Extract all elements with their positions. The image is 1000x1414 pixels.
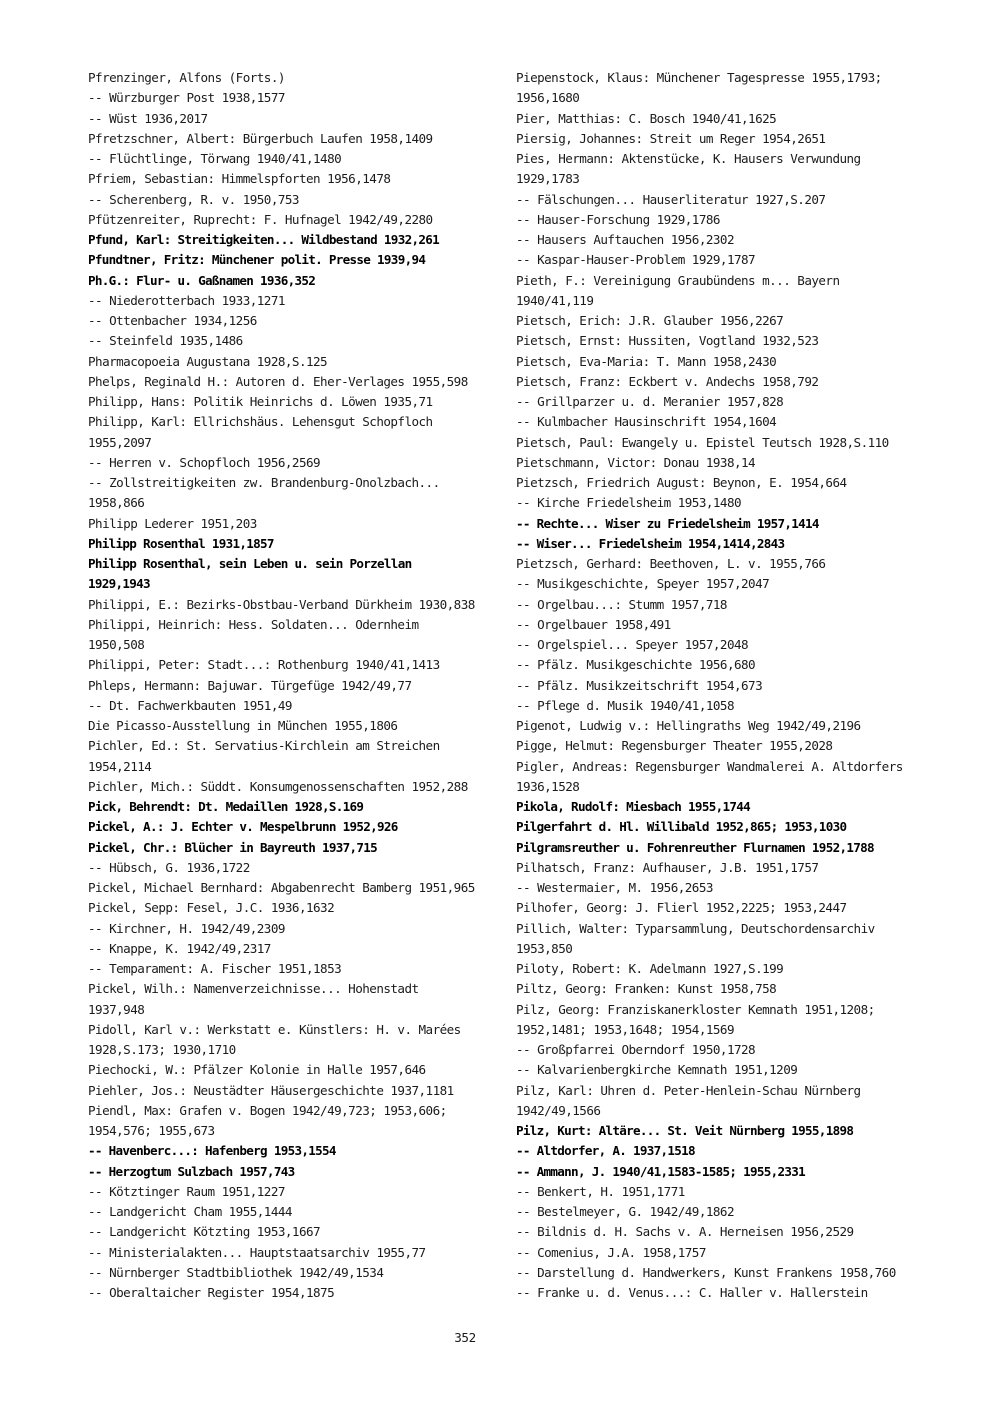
index-entry — [516, 1060, 916, 1080]
entry-line: Pilhofer, Georg: J. Flierl 1952,2225; 1953,2447 — [516, 900, 847, 916]
entry-line: Philippi, E.: Bezirks-Obstbau-Verband Dürkheim 1930,838 — [88, 596, 475, 612]
index-entry — [516, 635, 916, 655]
index-entry — [88, 250, 508, 270]
entry-line: Pickel, Wilh.: Namenverzeichnisse... Hohenstadt — [88, 981, 419, 997]
entry-line: -- Fälschungen... Hauserliteratur 1927,S.207 — [516, 191, 826, 207]
index-entry — [516, 817, 916, 837]
entry-line: Pichler, Mich.: Süddt. Konsumgenossenschaften 1952,288 — [88, 778, 468, 794]
index-entry — [516, 433, 916, 453]
entry-line: Philipp Rosenthal 1931,1857 — [88, 535, 274, 551]
entry-continuation-line: 1953,850 — [516, 940, 573, 956]
entry-continuation-line: 1942/49,1566 — [516, 1102, 601, 1118]
entry-line: Piechocki, W.: Pfälzer Kolonie in Halle 1957,646 — [88, 1062, 426, 1078]
entry-line: -- Pfälz. Musikgeschichte 1956,680 — [516, 657, 756, 673]
entry-line: -- Rechte... Wiser zu Friedelsheim 1957,1414 — [516, 515, 819, 531]
entry-line: -- Westermaier, M. 1956,2653 — [516, 880, 713, 895]
index-entry — [88, 68, 508, 88]
index-entry — [516, 392, 916, 412]
entry-line: -- Flüchtlinge, Törwang 1940/41,1480 — [88, 151, 342, 166]
entry-line: Piltz, Georg: Franken: Kunst 1958,758 — [516, 981, 777, 997]
entry-line: Piendl, Max: Grafen v. Bogen 1942/49,723; 1953,606; — [88, 1102, 447, 1118]
entry-line: -- Großpfarrei Oberndorf 1950,1728 — [516, 1042, 756, 1057]
entry-line: -- Franke u. d. Venus...: C. Haller v. Hallerstein — [516, 1285, 868, 1300]
entry-line: Pilz, Kurt: Altäre... St. Veit Nürnberg 1955,1898 — [516, 1123, 854, 1138]
index-entry — [516, 615, 916, 635]
entry-line: -- Landgericht Kötzting 1953,1667 — [88, 1224, 321, 1240]
index-entry — [516, 453, 916, 473]
entry-line: -- Ministerialakten... Hauptstaatsarchiv 1955,77 — [88, 1244, 426, 1260]
index-entry — [88, 858, 508, 878]
entry-line: -- Landgericht Cham 1955,1444 — [88, 1204, 292, 1219]
entry-line: Pikola, Rudolf: Miesbach 1955,1744 — [516, 799, 750, 814]
index-entry — [88, 1141, 508, 1161]
index-entry — [516, 797, 916, 817]
entry-line: -- Pfälz. Musikzeitschrift 1954,673 — [516, 677, 763, 693]
entry-line: Piersig, Johannes: Streit um Reger 1954,2651 — [516, 130, 826, 146]
index-entry — [516, 473, 916, 493]
index-entry — [88, 190, 508, 210]
index-entry — [88, 797, 508, 817]
entry-line: Die Picasso-Ausstellung in München 1955,1806 — [88, 718, 398, 733]
entry-line: -- Comenius, J.A. 1958,1757 — [516, 1244, 706, 1260]
index-entry — [516, 1040, 916, 1060]
entry-line: -- Niederotterbach 1933,1271 — [88, 292, 285, 308]
entry-continuation-line: 1937,948 — [88, 1001, 145, 1017]
index-entry — [88, 655, 508, 675]
entry-line: -- Bestelmeyer, G. 1942/49,1862 — [516, 1204, 734, 1219]
entry-line: -- Darstellung d. Handwerkers, Kunst Frankens 1958,760 — [516, 1264, 896, 1280]
index-entry — [516, 676, 916, 696]
index-entry — [516, 1081, 916, 1122]
index-entry — [88, 1182, 508, 1202]
entry-line: Phelps, Reginald H.: Autoren d. Eher-Verlages 1955,598 — [88, 373, 468, 389]
entry-line: Pfrenzinger, Alfons (Forts.) — [88, 70, 285, 85]
entry-line: -- Musikgeschichte, Speyer 1957,2047 — [516, 576, 770, 592]
index-entry — [516, 959, 916, 979]
index-entry — [88, 939, 508, 959]
index-entry — [516, 412, 916, 432]
index-entry — [516, 271, 916, 312]
left-column — [88, 68, 508, 1303]
entry-line: Philippi, Heinrich: Hess. Soldaten... Odernheim — [88, 616, 419, 632]
index-entry — [88, 716, 508, 736]
entry-line: Pietzsch, Friedrich August: Beynon, E. 1954,664 — [516, 475, 847, 490]
entry-line: -- Zollstreitigkeiten zw. Brandenburg-Onolzbach... — [88, 475, 440, 490]
index-entry — [516, 655, 916, 675]
entry-line: Pietsch, Franz: Eckbert v. Andechs 1958,792 — [516, 373, 819, 389]
index-entry — [516, 1162, 916, 1182]
entry-line: -- Hausers Auftauchen 1956,2302 — [516, 232, 734, 247]
entry-line: -- Scherenberg, R. v. 1950,753 — [88, 191, 299, 207]
index-entry — [88, 979, 508, 1020]
entry-line: Philipp, Karl: Ellrichshäus. Lehensgut Schopfloch — [88, 414, 433, 430]
index-entry — [88, 1243, 508, 1263]
entry-line: Ph.G.: Flur- u. Gaßnamen 1936,352 — [88, 272, 316, 288]
entry-line: -- Herzogtum Sulzbach 1957,743 — [88, 1163, 295, 1179]
entry-line: -- Kirche Friedelsheim 1953,1480 — [516, 495, 742, 511]
index-entry — [88, 1060, 508, 1080]
index-entry — [88, 898, 508, 918]
index-entry — [88, 878, 508, 898]
entry-line: -- Grillparzer u. d. Meranier 1957,828 — [516, 394, 784, 409]
entry-line: Piepenstock, Klaus: Münchener Tagespresse 1955,1793; — [516, 70, 882, 85]
index-entry — [516, 979, 916, 999]
entry-line: -- Ammann, J. 1940/41,1583-1585; 1955,2331 — [516, 1163, 806, 1179]
index-entry — [516, 493, 916, 513]
entry-line: Phleps, Hermann: Bajuwar. Türgefüge 1942/49,77 — [88, 677, 412, 693]
index-entry — [516, 1121, 916, 1141]
index-entry — [516, 736, 916, 756]
index-entry — [88, 1202, 508, 1222]
entry-line: -- Kulmbacher Hausinschrift 1954,1604 — [516, 414, 777, 430]
entry-line: Pichler, Ed.: St. Servatius-Kirchlein am Streichen — [88, 738, 440, 754]
entry-line: Pickel, Michael Bernhard: Abgabenrecht Bamberg 1951,965 — [88, 880, 475, 895]
index-entry — [516, 554, 916, 574]
index-entry — [88, 372, 508, 392]
index-entry — [516, 1283, 916, 1303]
entry-line: Pickel, Chr.: Blücher in Bayreuth 1937,715 — [88, 839, 378, 855]
entry-line: -- Kötztinger Raum 1951,1227 — [88, 1183, 285, 1199]
entry-continuation-line: 1936,1528 — [516, 778, 580, 794]
entry-line: Pickel, A.: J. Echter v. Mespelbrunn 1952,926 — [88, 819, 398, 835]
entry-line: -- Hauser-Forschung 1929,1786 — [516, 211, 720, 227]
index-entry — [88, 210, 508, 230]
index-entry — [516, 757, 916, 798]
index-entry — [88, 291, 508, 311]
index-entry — [516, 514, 916, 534]
index-entry — [88, 959, 508, 979]
index-entry — [516, 1263, 916, 1283]
entry-line: -- Nürnberger Stadtbibliothek 1942/49,1534 — [88, 1264, 384, 1280]
entry-line: -- Oberaltaicher Register 1954,1875 — [88, 1285, 335, 1300]
entry-line: Pigler, Andreas: Regensburger Wandmalerei A. Altdorfers — [516, 758, 903, 774]
entry-line: Pietsch, Paul: Ewangely u. Epistel Teutsch 1928,S.110 — [516, 434, 889, 450]
entry-line: Pfretzschner, Albert: Bürgerbuch Laufen 1958,1409 — [88, 130, 433, 146]
entry-line: Pies, Hermann: Aktenstücke, K. Hausers Verwundung — [516, 151, 861, 166]
index-entry — [88, 1263, 508, 1283]
entry-line: Pilz, Karl: Uhren d. Peter-Henlein-Schau Nürnberg — [516, 1082, 861, 1098]
entry-line: -- Benkert, H. 1951,1771 — [516, 1183, 685, 1199]
index-entry — [516, 574, 916, 594]
index-entry — [88, 696, 508, 716]
index-entry — [88, 311, 508, 331]
entry-line: Pilhatsch, Franz: Aufhauser, J.B. 1951,1757 — [516, 859, 819, 875]
entry-line: -- Pflege d. Musik 1940/41,1058 — [516, 697, 734, 713]
entry-line: -- Temparament: A. Fischer 1951,1853 — [88, 961, 342, 976]
entry-line: Pfundtner, Fritz: Münchener polit. Presse 1939,94 — [88, 252, 426, 268]
index-entry — [516, 210, 916, 230]
entry-line: -- Wüst 1936,2017 — [88, 110, 208, 126]
index-entry — [516, 878, 916, 898]
entry-line: Pfriem, Sebastian: Himmelspforten 1956,1478 — [88, 171, 391, 187]
index-entry — [88, 271, 508, 291]
entry-continuation-line: 1928,S.173; 1930,1710 — [88, 1042, 236, 1057]
entry-line: Pietschmann, Victor: Donau 1938,14 — [516, 454, 756, 470]
index-entry — [88, 149, 508, 169]
index-entry — [516, 352, 916, 372]
entry-continuation-line: 1940/41,119 — [516, 292, 594, 308]
page-number: 352 — [454, 1330, 476, 1345]
index-entry — [516, 919, 916, 960]
index-entry — [516, 716, 916, 736]
entry-continuation-line: 1952,1481; 1953,1648; 1954,1569 — [516, 1021, 734, 1037]
entry-line: -- Wiser... Friedelsheim 1954,1414,2843 — [516, 535, 785, 551]
index-entry — [88, 534, 508, 554]
index-entry — [516, 1202, 916, 1222]
entry-line: Philipp, Hans: Politik Heinrichs d. Löwen 1935,71 — [88, 394, 433, 409]
entry-line: Pigenot, Ludwig v.: Hellingraths Weg 1942/49,2196 — [516, 718, 861, 733]
index-entry — [88, 331, 508, 351]
entry-line: Pietsch, Erich: J.R. Glauber 1956,2267 — [516, 313, 784, 328]
entry-line: Piehler, Jos.: Neustädter Häusergeschichte 1937,1181 — [88, 1082, 454, 1098]
index-entry — [88, 169, 508, 189]
entry-line: Pilz, Georg: Franziskanerkloster Kemnath 1951,1208; — [516, 1001, 875, 1017]
index-entry — [516, 1182, 916, 1202]
index-entry — [88, 453, 508, 473]
index-entry — [516, 696, 916, 716]
entry-line: Pietsch, Eva-Maria: T. Mann 1958,2430 — [516, 353, 777, 369]
entry-line: -- Kirchner, H. 1942/49,2309 — [88, 920, 285, 936]
entry-line: -- Altdorfer, A. 1937,1518 — [516, 1143, 695, 1159]
entry-line: Pigge, Helmut: Regensburger Theater 1955,2028 — [516, 738, 833, 754]
index-entry — [516, 1222, 916, 1242]
index-entry — [516, 149, 916, 190]
index-entry — [88, 473, 508, 514]
index-entry — [88, 736, 508, 777]
entry-line: -- Steinfeld 1935,1486 — [88, 333, 243, 349]
entry-line: -- Dt. Fachwerkbauten 1951,49 — [88, 697, 292, 713]
index-entry — [516, 534, 916, 554]
entry-line: -- Bildnis d. H. Sachs v. A. Herneisen 1956,2529 — [516, 1224, 854, 1240]
entry-line: Pilgramsreuther u. Fohrenreuther Flurnamen 1952,1788 — [516, 839, 874, 855]
index-entry — [88, 1222, 508, 1242]
entry-line: -- Orgelspiel... Speyer 1957,2048 — [516, 637, 749, 652]
index-entry — [88, 1283, 508, 1303]
entry-line: -- Würzburger Post 1938,1577 — [88, 90, 285, 106]
index-entry — [516, 68, 916, 109]
index-entry — [516, 250, 916, 270]
entry-line: Philippi, Peter: Stadt...: Rothenburg 1940/41,1413 — [88, 657, 440, 673]
index-entry — [88, 777, 508, 797]
entry-continuation-line: 1929,1943 — [88, 576, 150, 592]
entry-continuation-line: 1954,2114 — [88, 758, 152, 774]
entry-line: Pieth, F.: Vereinigung Graubündens m... Bayern — [516, 272, 840, 288]
index-entry — [88, 595, 508, 615]
entry-line: Pillich, Walter: Typarsammlung, Deutschordensarchiv — [516, 920, 875, 936]
index-entry — [88, 1020, 508, 1061]
entry-line: -- Orgelbauer 1958,491 — [516, 616, 671, 632]
index-entry — [88, 1101, 508, 1142]
index-entry — [516, 109, 916, 129]
entry-continuation-line: 1954,576; 1955,673 — [88, 1123, 215, 1138]
entry-line: -- Knappe, K. 1942/49,2317 — [88, 940, 271, 956]
index-entry — [516, 230, 916, 250]
index-entry — [88, 838, 508, 858]
index-entry — [88, 412, 508, 453]
index-entry — [88, 1081, 508, 1101]
index-entry — [516, 1243, 916, 1263]
entry-line: -- Havenberc...: Hafenberg 1953,1554 — [88, 1143, 336, 1159]
entry-line: Pidoll, Karl v.: Werkstatt e. Künstlers: H. v. Marées — [88, 1021, 461, 1037]
index-entry — [88, 392, 508, 412]
entry-line: Philipp Rosenthal, sein Leben u. sein Porzellan — [88, 556, 412, 571]
entry-line: Pickel, Sepp: Fesel, J.C. 1936,1632 — [88, 900, 335, 916]
index-entry — [88, 352, 508, 372]
index-entry — [516, 898, 916, 918]
index-entry — [516, 190, 916, 210]
right-column — [516, 68, 916, 1303]
entry-line: Philipp Lederer 1951,203 — [88, 515, 257, 531]
entry-line: -- Orgelbau...: Stumm 1957,718 — [516, 596, 727, 612]
index-entry — [516, 595, 916, 615]
entry-line: Pietzsch, Gerhard: Beethoven, L. v. 1955,766 — [516, 556, 826, 571]
index-entry — [516, 129, 916, 149]
entry-line: -- Hübsch, G. 1936,1722 — [88, 859, 250, 875]
entry-line: -- Herren v. Schopfloch 1956,2569 — [88, 454, 321, 470]
entry-line: Piloty, Robert: K. Adelmann 1927,S.199 — [516, 961, 784, 976]
index-entry — [88, 129, 508, 149]
index-entry — [88, 615, 508, 656]
index-entry — [88, 230, 508, 250]
entry-line: -- Kalvarienbergkirche Kemnath 1951,1209 — [516, 1062, 798, 1078]
index-entry — [516, 372, 916, 392]
entry-line: Pfund, Karl: Streitigkeiten... Wildbestand 1932,261 — [88, 232, 439, 247]
entry-line: Pfützenreiter, Ruprecht: F. Hufnagel 1942/49,2280 — [88, 211, 433, 227]
index-entry — [88, 514, 508, 534]
index-entry — [88, 109, 508, 129]
index-entry — [88, 676, 508, 696]
entry-continuation-line: 1929,1783 — [516, 171, 580, 187]
entry-continuation-line: 1958,866 — [88, 495, 145, 511]
entry-line: Pharmacopoeia Augustana 1928,S.125 — [88, 353, 328, 369]
entry-line: Pilgerfahrt d. Hl. Willibald 1952,865; 1953,1030 — [516, 819, 847, 835]
entry-continuation-line: 1950,508 — [88, 637, 145, 652]
entry-continuation-line: 1956,1680 — [516, 90, 580, 106]
index-entry — [516, 1000, 916, 1041]
index-entry — [88, 554, 508, 595]
index-entry — [516, 331, 916, 351]
index-entry — [88, 919, 508, 939]
index-entry — [88, 817, 508, 837]
entry-line: -- Kaspar-Hauser-Problem 1929,1787 — [516, 252, 756, 268]
entry-line: -- Ottenbacher 1934,1256 — [88, 313, 257, 328]
index-entry — [88, 88, 508, 108]
entry-continuation-line: 1955,2097 — [88, 434, 152, 450]
index-entry — [516, 1141, 916, 1161]
entry-line: Pier, Matthias: C. Bosch 1940/41,1625 — [516, 110, 777, 126]
index-entry — [516, 858, 916, 878]
index-entry — [516, 838, 916, 858]
entry-line: Pick, Behrendt: Dt. Medaillen 1928,S.169 — [88, 799, 364, 814]
entry-line: Pietsch, Ernst: Hussiten, Vogtland 1932,523 — [516, 333, 819, 349]
index-entry — [88, 1162, 508, 1182]
index-entry — [516, 311, 916, 331]
